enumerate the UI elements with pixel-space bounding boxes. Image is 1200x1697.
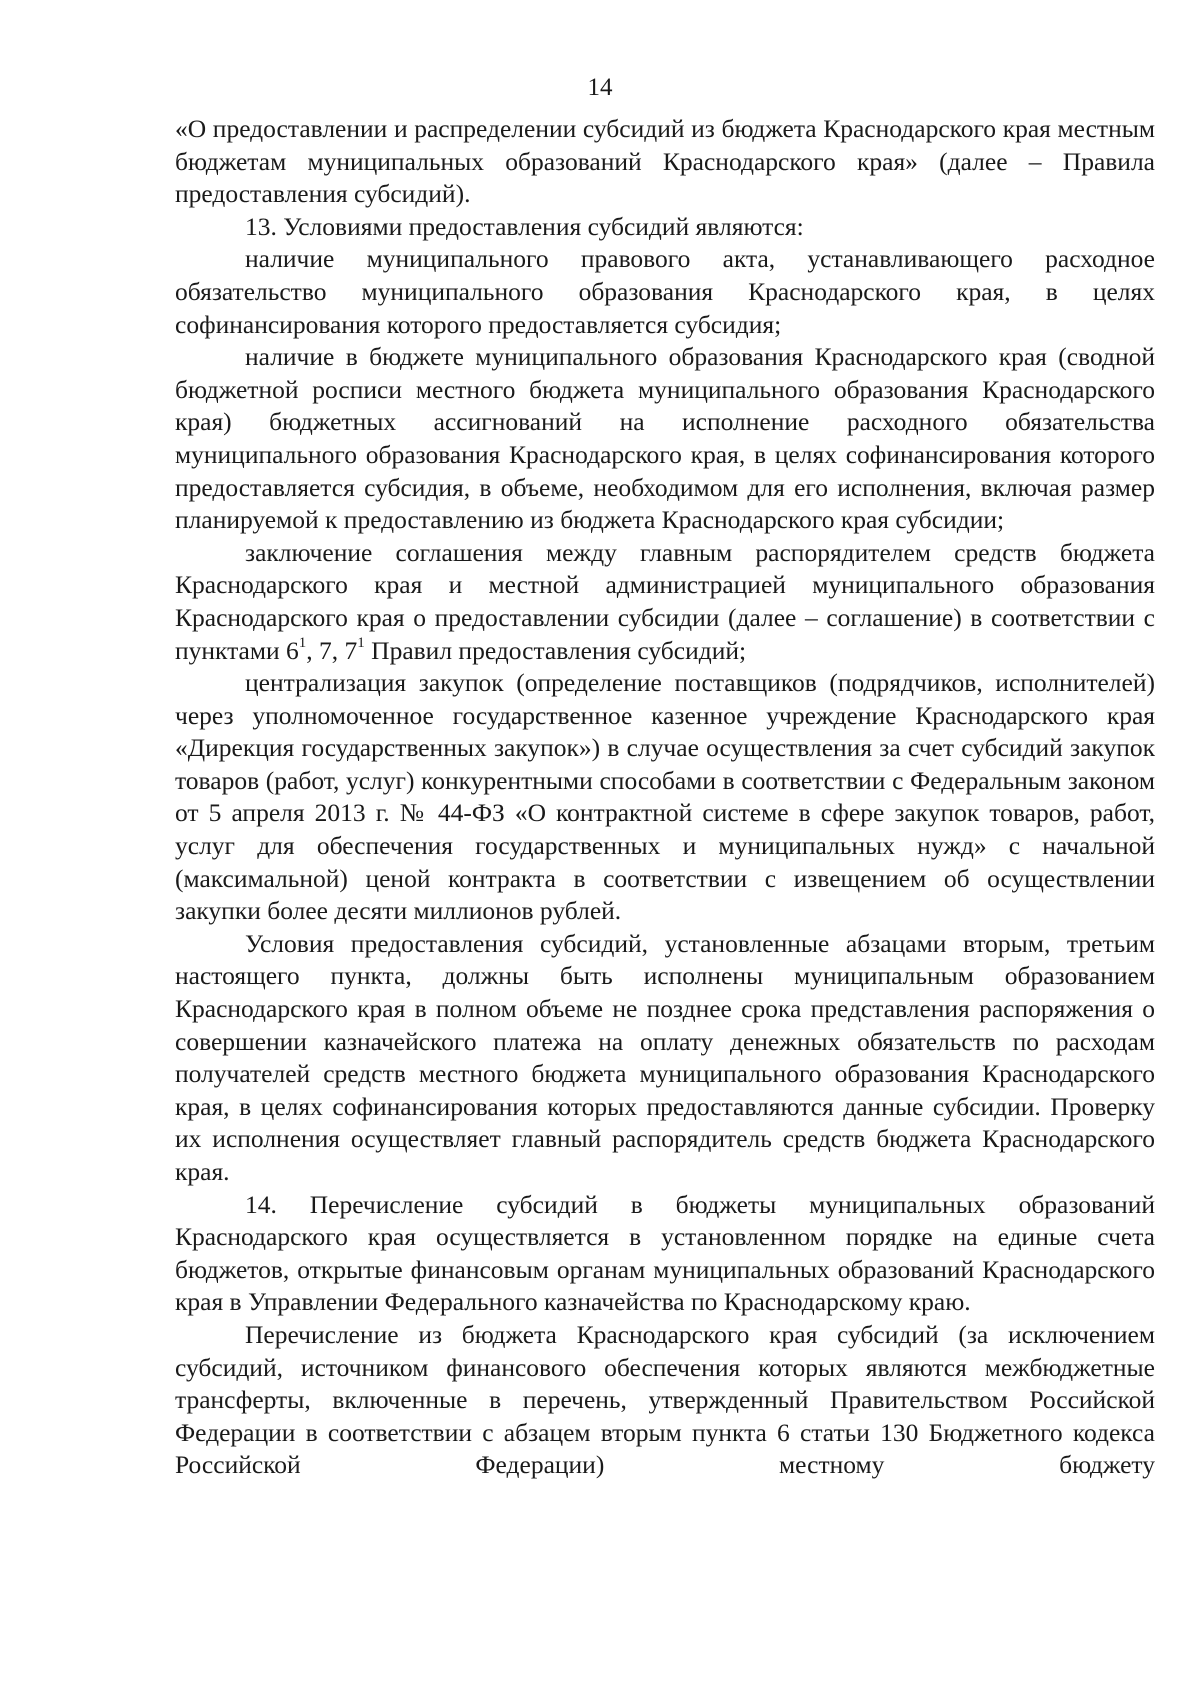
superscript-1: 1 — [298, 635, 307, 651]
paragraph-8: 14. Перечисление субсидий в бюджеты муниципальных образований Краснодарского края осуществляется в установленном порядке на единые счета бюджетов, открытые финансовым органам муниципальных образований Краснодарского края в Управлении Федерального казначейства по Краснодарскому краю. — [175, 1189, 1155, 1317]
paragraph-3: наличие муниципального правового акта, устанавливающего расходное обязательство муниципального образования Краснодарского края, в целях софинансирования которого предоставляется субсидия; — [175, 244, 1155, 339]
superscript-2: 1 — [357, 635, 365, 651]
paragraph-1: «О предоставлении и распределении субсидий из бюджета Краснодарского края местным бюджетам муниципальных образований Краснодарского края» (далее – Правила предоставления субсидий). — [175, 114, 1155, 209]
paragraph-5 — [175, 537, 1155, 667]
paragraph-2: 13. Условиями предоставления субсидий являются: — [245, 211, 804, 241]
page-number: 14 — [587, 74, 613, 101]
paragraph-5-text: заключение соглашения между главным распорядителем средств бюджета Краснодарского края и местной администрацией муниципального образования Краснодарского края о предоставлении субсидии (далее – соглашение) в соответствии с пунктами 6 — [175, 537, 1155, 665]
paragraph-5-rest: Правил предоставления субсидий; — [364, 635, 747, 665]
paragraph-5-mid: , 7, 7 — [306, 635, 358, 665]
paragraph-6: централизация закупок (определение поставщиков (подрядчиков, исполнителей) через уполномоченное государственное казенное учреждение Краснодарского края «Дирекция государственных закупок») в случае осуществления за счет субсидий закупок товаров (работ, услуг) конкурентными способами в соответствии с Федеральным законом от 5 апреля 2013 г. № 44-ФЗ «О контрактной системе в сфере закупок товаров, работ, услуг для обеспечения государственных и муниципальных нужд» с начальной (максимальной) ценой контракта в соответствии с извещением об осуществлении закупки более десяти миллионов рублей. — [175, 668, 1155, 926]
paragraph-7: Условия предоставления субсидий, установленные абзацами вторым, третьим настоящего пункта, должны быть исполнены муниципальным образованием Краснодарского края в полном объеме не позднее срока представления распоряжения о совершении казначейского платежа на оплату денежных обязательств по расходам получателей средств местного бюджета муниципального образования Краснодарского края, в целях софинансирования которых предоставляются данные субсидии. Проверку их исполнения осуществляет главный распорядитель средств бюджета Краснодарского края. — [175, 928, 1155, 1186]
paragraph-9: Перечисление из бюджета Краснодарского края субсидий (за исключением субсидий, источником финансового обеспечения которых являются межбюджетные трансферты, включенные в перечень, утвержденный Правительством Российской Федерации в соответствии с абзацем вторым пункта 6 статьи 130 Бюджетного кодекса Российской Федерации) местному бюджету — [175, 1319, 1155, 1480]
document-body — [175, 113, 1155, 1482]
paragraph-4: наличие в бюджете муниципального образования Краснодарского края (сводной бюджетной росписи местного бюджета муниципального образования Краснодарского края) бюджетных ассигнований на исполнение расходного обязательства муниципального образования Краснодарского края, в целях софинансирования которого предоставляется субсидия, в объеме, необходимом для его исполнения, включая размер планируемой к предоставлению из бюджета Краснодарского края субсидии; — [175, 342, 1155, 535]
